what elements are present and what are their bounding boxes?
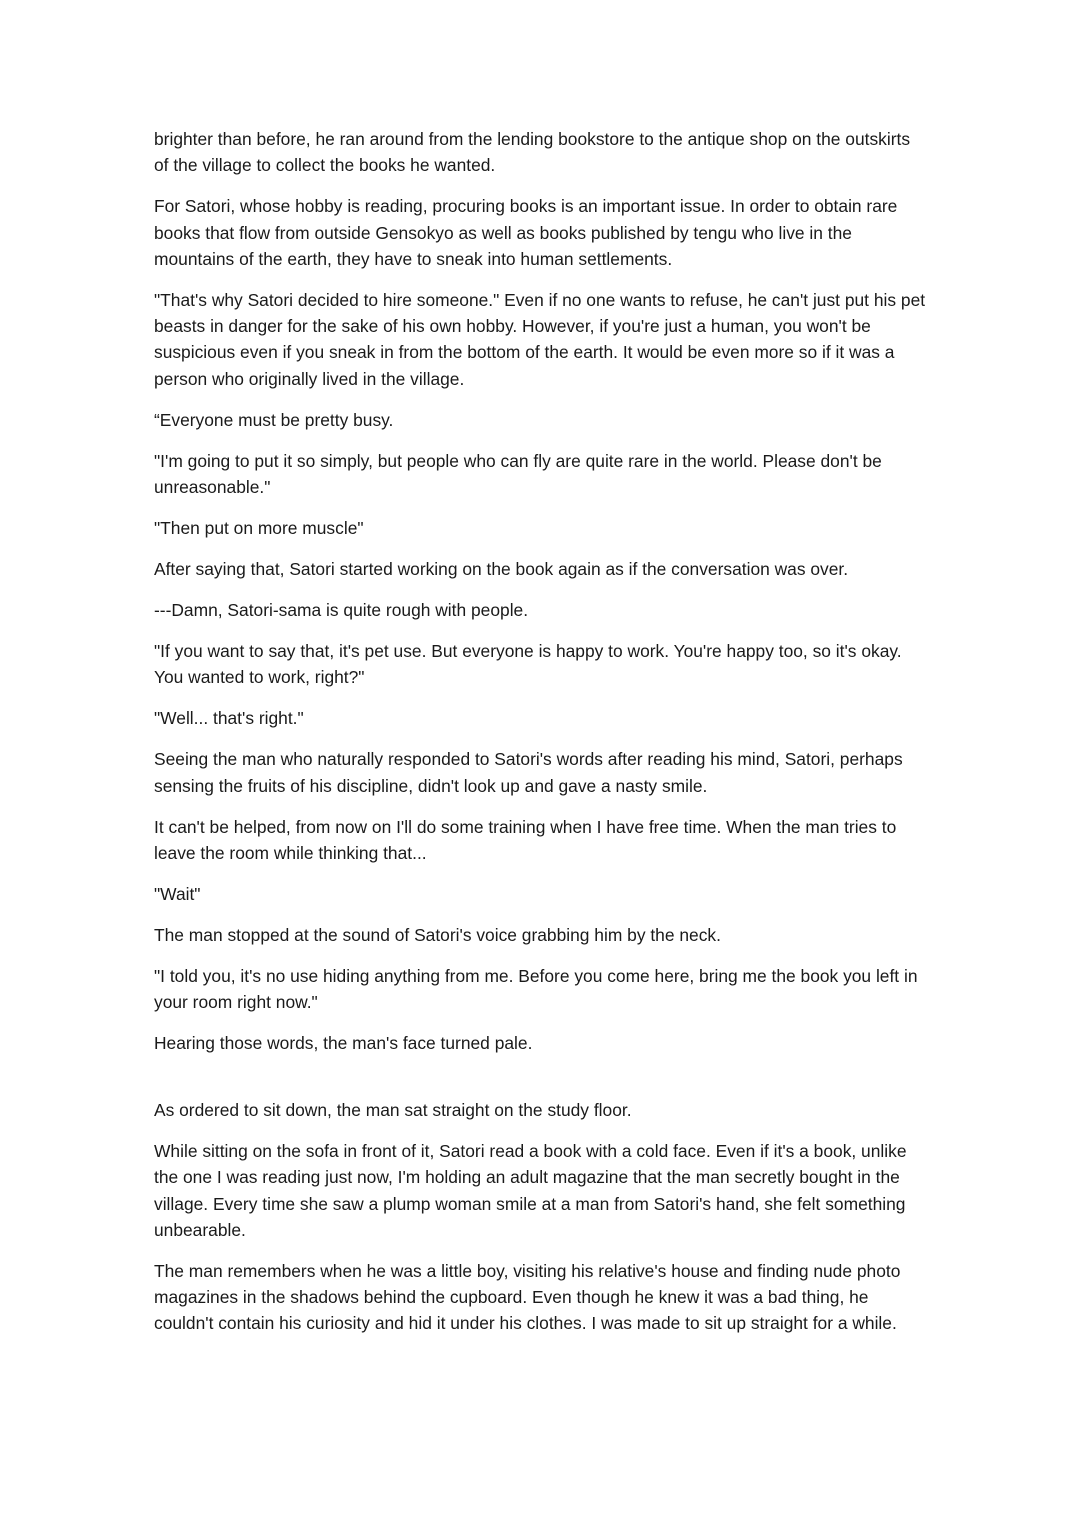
paragraph: "I told you, it's no use hiding anything from me. Before you come here, bring me the book you left in your room right now." <box>154 965 918 1013</box>
paragraph: "I'm going to put it so simply, but people who can fly are quite rare in the world. Please don't be unreasonable." <box>154 450 882 498</box>
paragraph: The man remembers when he was a little boy, visiting his relative's house and finding nude photo magazines in the shadows behind the cupboard. Even though he knew it was a bad thing, he couldn't contain his curiosity and hid it under his clothes. I was made to sit up straight for a while. <box>154 1260 901 1334</box>
paragraph: "Well... that's right." <box>154 708 304 729</box>
paragraph: “Everyone must be pretty busy. <box>154 409 394 430</box>
paragraph: After saying that, Satori started working on the book again as if the conversation was over. <box>154 558 849 579</box>
paragraph: For Satori, whose hobby is reading, procuring books is an important issue. In order to obtain rare books that flow from outside Gensokyo as well as books published by tengu who live in the mountains of the earth, they have to sneak into human settlements. <box>154 196 898 269</box>
paragraph: "Wait" <box>154 883 201 904</box>
paragraph: As ordered to sit down, the man sat straight on the study floor. <box>154 1100 632 1121</box>
paragraph: ---Damn, Satori-sama is quite rough with people. <box>154 599 529 620</box>
paragraph: "If you want to say that, it's pet use. But everyone is happy to work. You're happy too, so it's okay. You wanted to work, right?" <box>154 640 902 688</box>
paragraph: "That's why Satori decided to hire someone." Even if no one wants to refuse, he can't just put his pet beasts in danger for the sake of his own hobby. However, if you're just a human, you won't be suspicious even if you sneak in from the bottom of the earth. It would be even more so if it was a person who originally lived in the village. <box>154 289 926 389</box>
paragraph: While sitting on the sofa in front of it, Satori read a book with a cold face. Even if it's a book, unlike the one I was reading just now, I'm holding an adult magazine that the man secretly bought in the village. Every time she saw a plump woman smile at a man from Satori's hand, she felt something unbearable. <box>154 1141 907 1240</box>
paragraph: Seeing the man who naturally responded to Satori's words after reading his mind, Satori, perhaps sensing the fruits of his discipline, didn't look up and gave a nasty smile. <box>154 749 903 796</box>
paragraph: It can't be helped, from now on I'll do some training when I have free time. When the man tries to leave the room while thinking that... <box>154 816 897 863</box>
paragraph: "Then put on more muscle" <box>154 518 364 538</box>
paragraph: Hearing those words, the man's face turned pale. <box>154 1033 533 1054</box>
paragraph: brighter than before, he ran around from the lending bookstore to the antique shop on the outskirts of the village to collect the books he wanted. <box>154 129 911 176</box>
document-body <box>154 126 929 1351</box>
paragraph: The man stopped at the sound of Satori's voice grabbing him by the neck. <box>154 924 721 945</box>
